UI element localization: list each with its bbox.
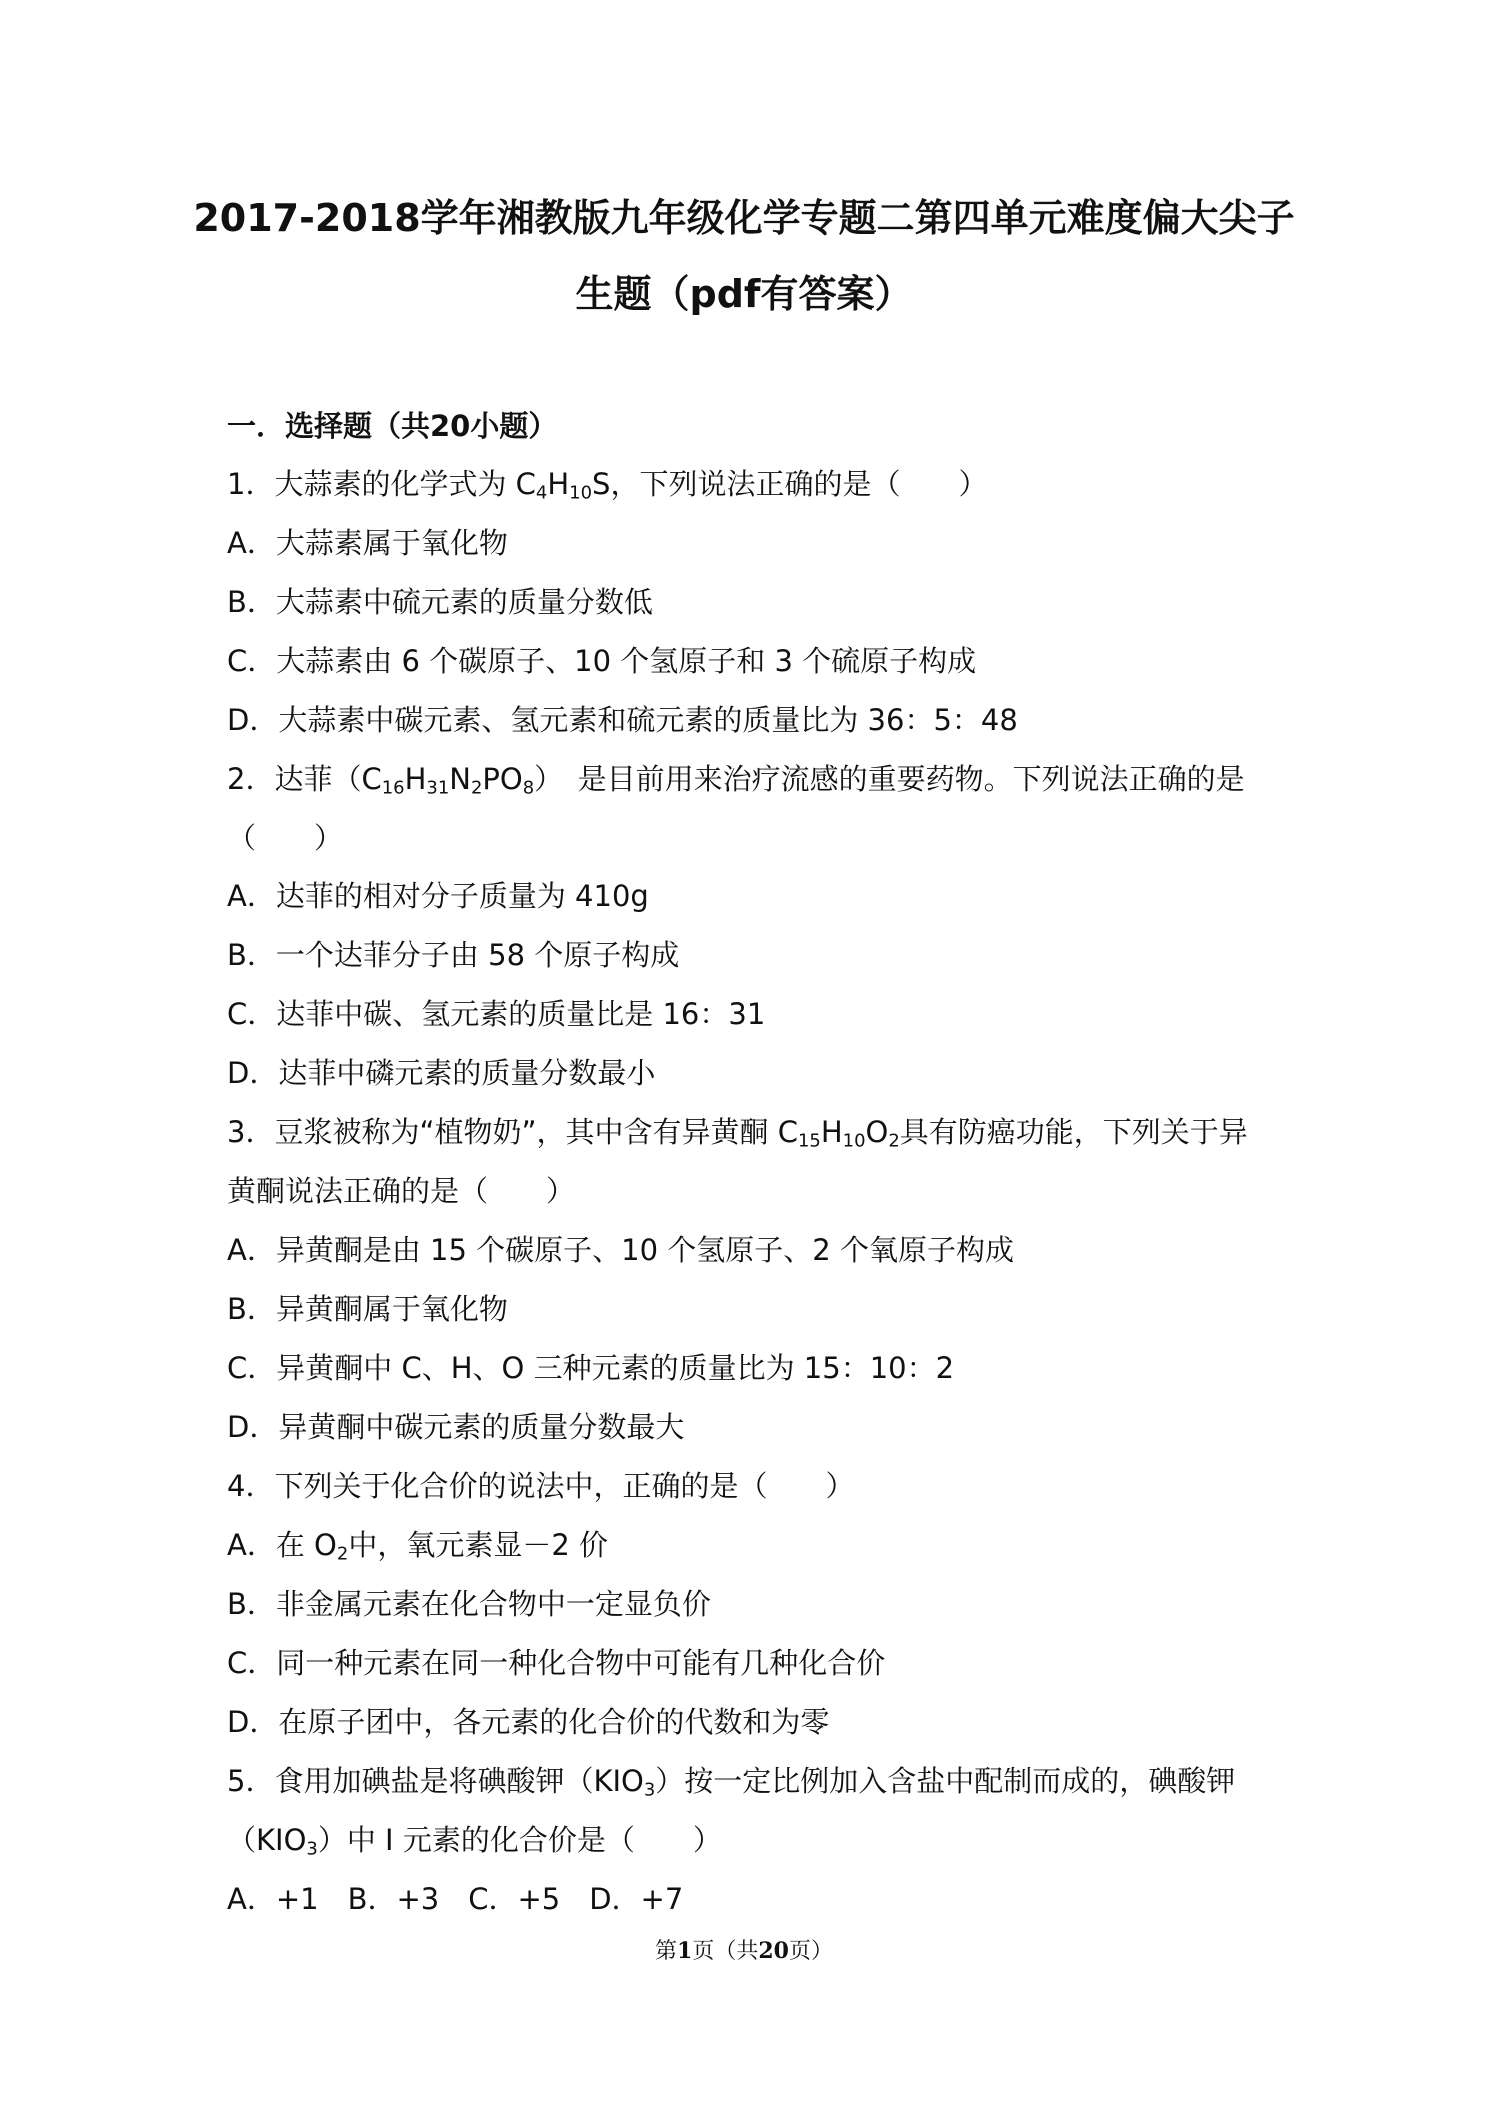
question-4-option-b: B．非金属元素在化合物中一定显负价 bbox=[227, 1587, 711, 1621]
question-1-option-c: C．大蒜素由 6 个碳原子、10 个氢原子和 3 个硫原子构成 bbox=[227, 644, 977, 678]
question-3-stem: 3．豆浆被称为“植物奶”，其中含有异黄酮 $C_{15}H_{10}O_2$具有防癌功能，下列关于异 bbox=[227, 1115, 1248, 1152]
document-title-line-1: 2017-2018学年湘教版九年级化学专题二第四单元难度偏大尖子 bbox=[193, 196, 1295, 240]
question-3-stem-continued: 黄酮说法正确的是（ ） bbox=[227, 1174, 576, 1208]
question-4-stem: 4．下列关于化合价的说法中，正确的是（ ） bbox=[227, 1469, 855, 1503]
question-5-stem: 5．食用加碘盐是将碘酸钾$(KIO_3)$按一定比例加入含盐中配制而成的，碘酸钾 bbox=[227, 1764, 1236, 1801]
question-3-option-a: A．异黄酮是由 15 个碳原子、10 个氢原子、2 个氧原子构成 bbox=[227, 1233, 1014, 1267]
page-number: 1 bbox=[677, 1938, 693, 1964]
section-heading: 一．选择题（共20小题） bbox=[227, 409, 558, 443]
question-4-option-c: C．同一种元素在同一种化合物中可能有几种化合价 bbox=[227, 1646, 886, 1680]
question-5-stem-continued: $(KIO_3)$中 I 元素的化合价是（ ） bbox=[227, 1823, 722, 1860]
question-4-option-d: D．在原子团中，各元素的化合价的代数和为零 bbox=[227, 1705, 830, 1739]
document-title-line-2: 生题（pdf有答案） bbox=[575, 272, 913, 316]
question-2-option-c: C．达菲中碳、氢元素的质量比是 16：31 bbox=[227, 997, 766, 1031]
total-pages: 20 bbox=[758, 1938, 789, 1964]
question-2-stem: 2．达菲$(C_{16}H_{31}N_2PO_8)$ 是目前用来治疗流感的重要药物。下列说法正确的是 bbox=[227, 762, 1245, 799]
question-3-option-c: C．异黄酮中 C、H、O 三种元素的质量比为 15：10：2 bbox=[227, 1351, 955, 1385]
question-3-option-b: B．异黄酮属于氧化物 bbox=[227, 1292, 508, 1326]
question-1-option-d: D．大蒜素中碳元素、氢元素和硫元素的质量比为 36：5：48 bbox=[227, 703, 1018, 737]
question-3-option-d: D．异黄酮中碳元素的质量分数最大 bbox=[227, 1410, 685, 1444]
question-1-option-a: A．大蒜素属于氧化物 bbox=[227, 526, 508, 560]
page-footer: 第1页（共20页） bbox=[655, 1938, 833, 1964]
question-2-option-a: A．达菲的相对分子质量为 410g bbox=[227, 879, 649, 913]
question-5-options: A．+1 B．+3 C．+5 D．+7 bbox=[227, 1882, 684, 1916]
question-2-stem-continued: （ ） bbox=[227, 821, 344, 855]
question-2-option-b: B．一个达菲分子由 58 个原子构成 bbox=[227, 938, 680, 972]
question-1-stem: 1．大蒜素的化学式为 $C_4H_{10}S$，下列说法正确的是（ ） bbox=[227, 467, 988, 504]
question-1-option-b: B．大蒜素中硫元素的质量分数低 bbox=[227, 585, 653, 619]
question-4-option-a: A．在 $O_2$中，氧元素显－2 价 bbox=[227, 1528, 608, 1565]
question-2-option-d: D．达菲中磷元素的质量分数最小 bbox=[227, 1056, 656, 1090]
